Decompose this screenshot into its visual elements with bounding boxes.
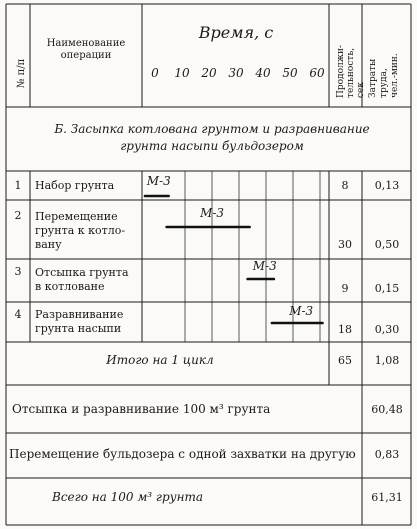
header-dur-line2: тельность, [346, 47, 356, 98]
row4-cost: 0,30 [374, 323, 400, 336]
gantt-machine-label: М-3 [146, 174, 171, 188]
row2-duration: 30 [338, 238, 352, 251]
time-tick-label: 0 [151, 66, 159, 80]
row3-name-line2: в котловане [35, 280, 105, 293]
row1-duration: 8 [341, 179, 349, 192]
row3-duration: 9 [341, 282, 349, 295]
gantt-machine-label: М-3 [200, 206, 225, 220]
time-tick-label: 10 [174, 66, 190, 80]
row2-cost: 0,50 [374, 238, 400, 251]
row4-num: 4 [14, 308, 22, 321]
header-dur-line1: Продолжи- [336, 44, 346, 98]
total-cycle-label: Итого на 1 цикл [106, 353, 214, 367]
row1-cost: 0,13 [374, 179, 400, 192]
section-title-line2: грунта насыпи бульдозером [120, 139, 304, 153]
row4-duration: 18 [338, 323, 352, 336]
header-op-line2: операции [60, 50, 112, 61]
header-cost-line2: труда, [379, 68, 389, 98]
gantt-machine-label: М-3 [252, 259, 277, 273]
row2-name-line2: грунта к котло- [35, 224, 126, 237]
gantt-machine-label: М-3 [289, 304, 314, 318]
row3-num: 3 [14, 265, 22, 278]
row1-num: 1 [14, 179, 22, 192]
total-cycle-cost: 1,08 [374, 354, 400, 367]
total-dump-label: Отсыпка и разравнивание 100 м³ грунта [12, 402, 271, 416]
header-cost-line3: чел.-мин. [390, 53, 400, 98]
time-tick-label: 20 [201, 66, 217, 80]
gantt-bars [145, 174, 323, 323]
total-cycle-duration: 65 [338, 354, 352, 367]
row3-name-line1: Отсыпка грунта [35, 266, 129, 279]
header-op-line1: Наименование [46, 38, 126, 49]
header-cost-line1: Затраты [368, 58, 378, 98]
time-tick-label: 60 [309, 66, 325, 80]
total-move-cost: 0,83 [374, 448, 400, 461]
row4-name-line1: Разравнивание [35, 308, 124, 321]
row2-name-line1: Перемещение [35, 210, 118, 223]
total-all-cost: 61,31 [371, 491, 403, 504]
time-tick-labels [151, 66, 325, 80]
header-dur-line3: сек [356, 82, 366, 98]
header-num: № п/п [16, 58, 27, 88]
time-tick-label: 30 [228, 66, 244, 80]
row2-name-line3: вану [35, 238, 62, 251]
row2-num: 2 [14, 209, 22, 222]
time-tick-label: 50 [282, 66, 298, 80]
total-move-label: Перемещение бульдозера с одной захватки на другую [9, 447, 356, 461]
total-all-label: Всего на 100 м³ грунта [52, 490, 204, 504]
total-dump-cost: 60,48 [371, 403, 403, 416]
row3-cost: 0,15 [374, 282, 400, 295]
section-title-line1: Б. Засыпка котлована грунтом и разравнивание [54, 122, 370, 136]
time-tick-label: 40 [255, 66, 271, 80]
row4-name-line2: грунта насыпи [35, 322, 122, 335]
row1-name-line1: Набор грунта [35, 179, 115, 192]
header-time-title: Время, с [198, 23, 274, 42]
